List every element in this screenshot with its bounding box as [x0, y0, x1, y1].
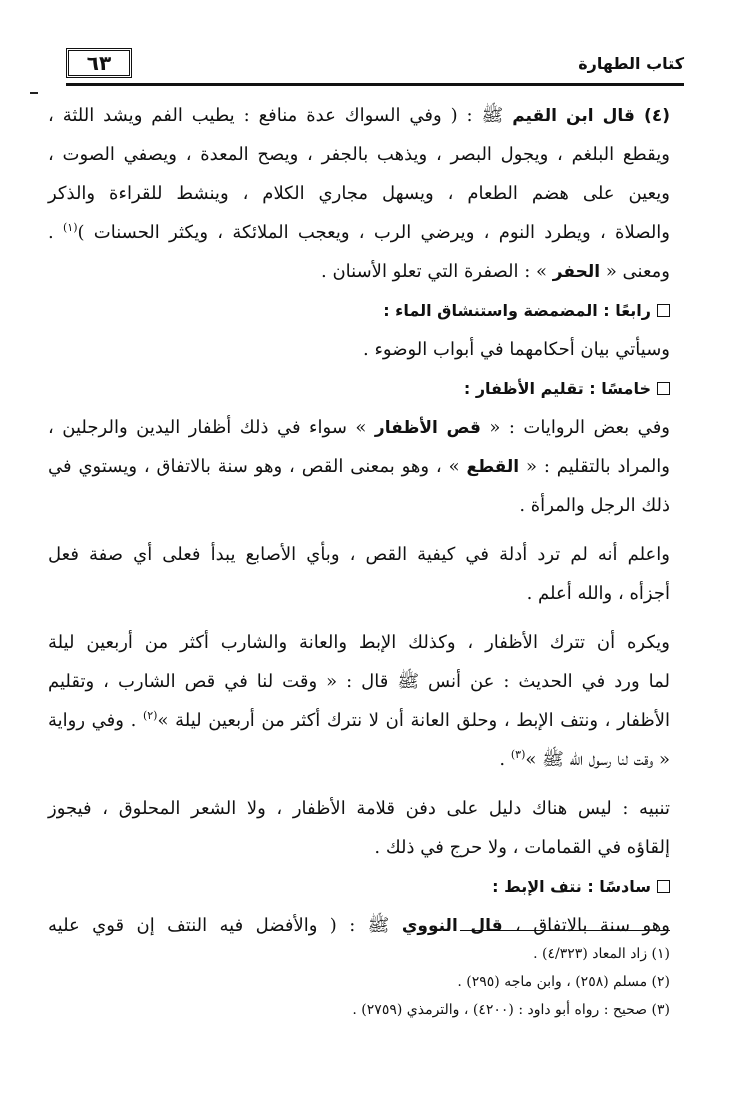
- square-bullet-icon: [657, 382, 670, 395]
- footnote: (٢) مسلم (٢٥٨) ، وابن ماجه (٢٩٥) .: [457, 974, 670, 990]
- footnote: (١) زاد المعاد (٤/٣٢٣) .: [533, 946, 670, 962]
- footnote-ref: (٢): [142, 709, 158, 722]
- body-line: إلقاؤه في القمامات ، ولا حرج في ذلك .: [374, 837, 670, 858]
- body-line: واعلم أنه لم ترد أدلة في كيفية القص ، وبأي الأصابع يبدأ فعلى أي صفة فعل: [48, 544, 670, 565]
- body-line: ويعين على هضم الطعام ، ويسهل مجاري الكلام ، وينشط للقراءة والذكر: [48, 183, 670, 204]
- section-heading-nails: خامسًا : تقليم الأظفار :: [48, 369, 670, 408]
- body-line: والمراد بالتقليم : « القطع » ، وهو بمعنى القص ، وهو سنة بالاتفاق ، ويستوي في: [48, 456, 670, 477]
- body-line: الأظفار ، ونتف الإبط ، وحلق العانة أن لا نترك أكثر من أربعين ليلة »$^{(٢)}$ . وفي رواية: [48, 709, 670, 731]
- body-line: (٤) قال ابن القيم ﷺ : ( وفي السواك عدة منافع : يطيب الفم ويشد اللثة ،: [48, 105, 670, 126]
- body-line: وهو سنة بالاتفاق ، قال النووي ﷺ : ( والأفضل فيه النتف إن قوي عليه: [48, 915, 670, 936]
- body-line: لما ورد في الحديث : عن أنس ﷺ قال : « وقت لنا في قص الشارب ، وتقليم: [48, 671, 670, 692]
- page-header: [66, 44, 684, 86]
- body-line: ومعنى « الحفر » : الصفرة التي تعلو الأسنان .: [321, 261, 670, 282]
- body-line: « وقت لنا رسول الله ﷺ »$^{(٣)}$ .: [499, 748, 670, 770]
- footnote-ref: (١): [62, 221, 78, 234]
- body-line: وسيأتي بيان أحكامهما في أبواب الوضوء .: [363, 339, 670, 360]
- book-title: كتاب الطهارة: [578, 54, 684, 73]
- page-number: ٦٣: [66, 48, 132, 78]
- section-heading-rinse: رابعًا : المضمضة واستنشاق الماء :: [48, 291, 670, 330]
- body-line: والصلاة ، ويطرد النوم ، ويرضي الرب ، ويعجب الملائكة ، ويكثر الحسنات )$^{(١)}$ .: [48, 221, 670, 243]
- body-line: ويكره أن تترك الأظفار ، وكذلك الإبط والعانة والشارب أكثر من أربعين ليلة: [48, 632, 670, 653]
- body-line: وفي بعض الروايات : « قص الأظفار » سواء في ذلك أظفار اليدين والرجلين ،: [48, 417, 670, 438]
- footnote-rule: [460, 930, 670, 931]
- section-heading-armpit: سادسًا : نتف الإبط :: [48, 867, 670, 906]
- body-line: ويقطع البلغم ، ويجول البصر ، ويذهب بالجفر ، ويصح المعدة ، ويصفي الصوت ،: [48, 144, 670, 165]
- square-bullet-icon: [657, 304, 670, 317]
- body-line: أجزأه ، والله أعلم .: [526, 583, 670, 604]
- page-body: [48, 96, 670, 945]
- footnotes: [48, 940, 670, 1024]
- square-bullet-icon: [657, 880, 670, 893]
- margin-mark: [30, 92, 38, 94]
- footnote: (٣) صحيح : رواه أبو داود : (٤٢٠٠) ، والترمذي (٢٧٥٩) .: [352, 1002, 670, 1018]
- header-rule: [66, 83, 684, 86]
- body-line: تنبيه : ليس هناك دليل على دفن قلامة الأظفار ، ولا الشعر المحلوق ، فيجوز: [48, 798, 670, 819]
- footnote-ref: (٣): [510, 748, 526, 761]
- body-line: ذلك الرجل والمرأة .: [519, 495, 670, 516]
